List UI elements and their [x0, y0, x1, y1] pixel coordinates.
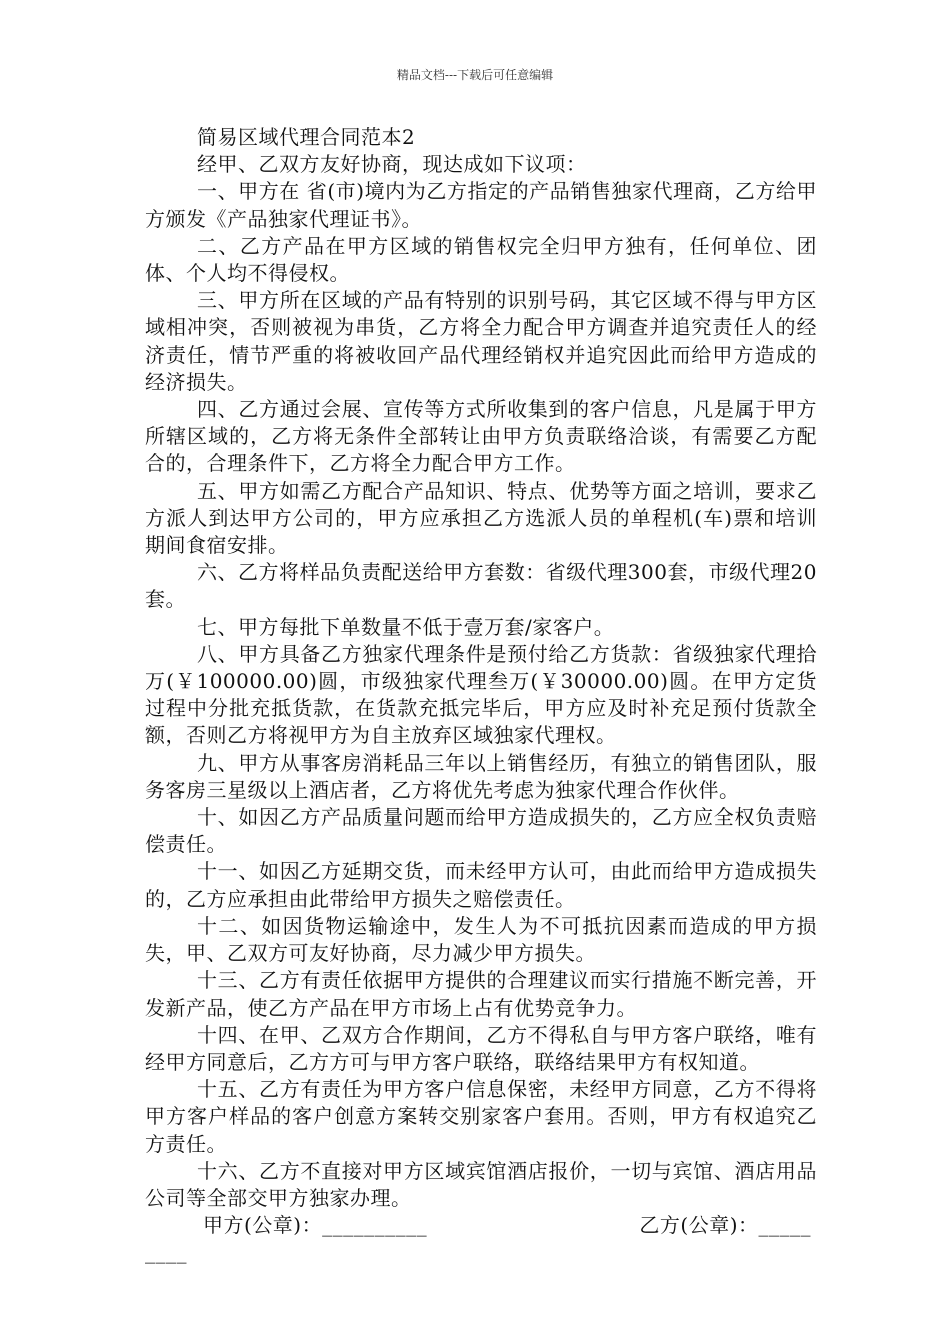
page-header: 精品文档---下载后可任意编辑: [396, 68, 554, 82]
party-a-signature: 甲方(公章)：__________: [203, 1213, 428, 1238]
clause-16: 十六、乙方不直接对甲方区域宾馆酒店报价，一切与宾馆、酒店用品公司等全部交甲方独家办理。: [145, 1158, 817, 1210]
clause-9: 九、甲方从事客房消耗品三年以上销售经历，有独立的销售团队，服务客房三星级以上酒店者，乙方将优先考虑为独家代理合作伙伴。: [145, 750, 817, 802]
clause-5: 五、甲方如需乙方配合产品知识、特点、优势等方面之培训，要求乙方派人到达甲方公司的，甲方应承担乙方选派人员的单程机(车)票和培训期间食宿安排。: [145, 478, 817, 558]
clause-11: 十一、如因乙方延期交货，而未经甲方认可，由此而给甲方造成损失的，乙方应承担由此带给甲方损失之赔偿责任。: [145, 859, 817, 911]
clause-8: 八、甲方具备乙方独家代理条件是预付给乙方货款：省级独家代理拾万(￥100000.00)圆，市级独家代理叁万(￥30000.00)圆。在甲方定货过程中分批充抵货款，在货款充抵完毕后，甲方应及时补充足预付货款全额，否则乙方将视甲方为自主放弃区域独家代理权。: [145, 641, 817, 748]
clause-10: 十、如因乙方产品质量问题而给甲方造成损失的，乙方应全权负责赔偿责任。: [145, 805, 817, 857]
signature-continuation: ____: [145, 1240, 187, 1265]
document-body: [145, 124, 817, 1267]
clause-3: 三、甲方所在区域的产品有特别的识别号码，其它区域不得与甲方区域相冲突，否则被视为串货，乙方将全力配合甲方调查并追究责任人的经济责任，情节严重的将被收回产品代理经销权并追究因此而给甲方造成的经济损失。: [145, 288, 817, 394]
document-title: 简易区域代理合同范本2: [197, 125, 416, 149]
clause-7: 七、甲方每批下单数量不低于壹万套/家客户。: [197, 614, 615, 639]
clause-2: 二、乙方产品在甲方区域的销售权完全归甲方独有，任何单位、团体、个人均不得侵权。: [145, 233, 817, 286]
party-b-signature: 乙方(公章)：_____: [639, 1213, 811, 1238]
clause-12: 十二、如因货物运输途中，发生人为不可抵抗因素而造成的甲方损失，甲、乙双方可友好协商，尽力减少甲方损失。: [145, 913, 817, 966]
clause-13: 十三、乙方有责任依据甲方提供的合理建议而实行措施不断完善，开发新产品，使乙方产品在甲方市场上占有优势竞争力。: [145, 968, 817, 1020]
clause-4: 四、乙方通过会展、宣传等方式所收集到的客户信息，凡是属于甲方所辖区域的，乙方将无条件全部转让由甲方负责联络洽谈，有需要乙方配合的，合理条件下，乙方将全力配合甲方工作。: [145, 397, 817, 476]
clause-15: 十五、乙方有责任为甲方客户信息保密，未经甲方同意，乙方不得将甲方客户样品的客户创意方案转交别家客户套用。否则，甲方有权追究乙方责任。: [145, 1077, 817, 1156]
clause-1: 一、甲方在 省(市)境内为乙方指定的产品销售独家代理商，乙方给甲方颁发《产品独家代理证书》。: [145, 179, 817, 231]
intro-paragraph: 经甲、乙双方友好协商，现达成如下议项：: [197, 152, 587, 177]
clause-14: 十四、在甲、乙双方合作期间，乙方不得私自与甲方客户联络，唯有经甲方同意后，乙方方可与甲方客户联络，联络结果甲方有权知道。: [145, 1022, 817, 1074]
clause-6: 六、乙方将样品负责配送给甲方套数：省级代理300套，市级代理20套。: [145, 560, 817, 612]
signature-line: [145, 1212, 817, 1239]
